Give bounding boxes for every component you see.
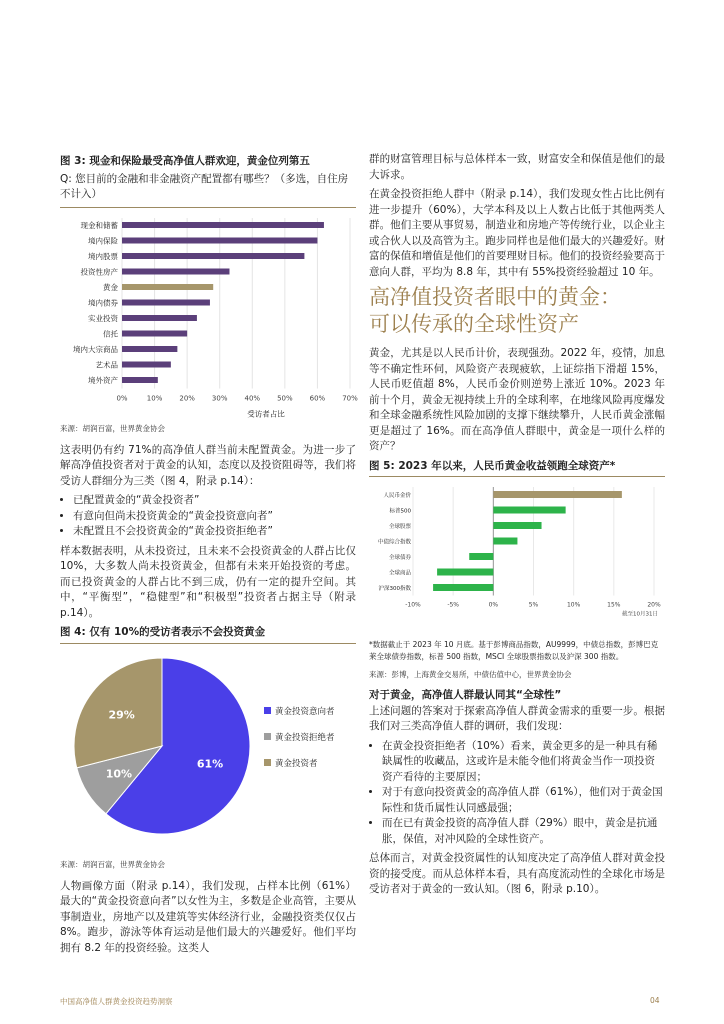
bar <box>437 569 493 576</box>
figure-3-question: Q: 您目前的金融和非金融资产配置都有哪些？（多选，自住房不计入） <box>60 172 349 200</box>
legend-label: 黄金投资意向者 <box>275 706 335 717</box>
figure-3-source: 来源：胡润百富，世界黄金协会 <box>60 424 165 433</box>
tick-label: 5% <box>528 601 539 609</box>
category-label: 实业投资 <box>88 313 118 323</box>
bar <box>122 346 177 352</box>
slice-value-label: 61% <box>196 756 224 770</box>
tick-label: 70% <box>342 394 358 402</box>
chart-note: 截至10月31日 <box>622 611 658 618</box>
bar <box>493 507 565 514</box>
page-number: 04 <box>650 996 660 1005</box>
category-label: 境内债券 <box>88 298 118 307</box>
figure-3-title: 图 3: 现金和保险最受高净值人群欢迎，黄金位列第五 <box>60 155 310 167</box>
tick-label: 0% <box>488 601 499 609</box>
tick-label: 20% <box>179 394 195 402</box>
bar <box>122 284 213 290</box>
category-label: 境外资产 <box>88 375 118 385</box>
category-label: 信托 <box>103 329 118 338</box>
tick-label: -10% <box>405 601 421 609</box>
bar <box>469 553 493 560</box>
legend-swatch <box>264 759 271 766</box>
bar <box>122 253 304 259</box>
legend-label: 黄金投资拒绝者 <box>275 732 335 743</box>
category-label: 中债综合指数 <box>377 539 411 546</box>
divider <box>60 643 356 644</box>
category-label: 投资性房产 <box>80 267 118 276</box>
paragraph-1: 这表明仍有约 71%的高净值人群当前未配置黄金。为进一步了解高净值投资者对于黄金的认知，态度以及投资阻碍等，我们将受访人群细分为三类（图 4，附录 p.14）： <box>60 443 356 487</box>
tick-label: 40% <box>244 394 261 402</box>
category-label: 境内大宗商品 <box>73 344 118 354</box>
bar <box>122 237 317 243</box>
section-title-line-2: 可以传承的全球性资产 <box>369 312 579 336</box>
legend-swatch <box>264 733 271 740</box>
paragraph-2: 样本数据表明，从未投资过，且未来不会投资黄金的人群占比仅 10%，大多数人尚未投资黄金，但都有未来开始投资的考虑。而已投资黄金的人群占比不到三成，仍有一定的提升空间。其中，“平衡型”，“稳健型”和“积极型”投资者占据主导（附录 p.14）。 <box>60 544 356 619</box>
figure-4-source: 来源：胡润百富，世界黄金协会 <box>60 860 165 869</box>
list-item: • 未配置且不会投资黄金的“黄金投资拒绝者” <box>73 524 356 540</box>
tick-label: 15% <box>607 601 621 609</box>
list-item: • 有意向但尚未投资黄金的“黄金投资意向者” <box>73 509 356 525</box>
bar <box>122 299 210 305</box>
category-label: 人民币金价 <box>383 493 411 499</box>
section-title-line-1: 高净值投资者眼中的黄金： <box>369 285 621 309</box>
tick-label: 10% <box>566 601 581 609</box>
tick-label: 60% <box>309 394 326 402</box>
bar <box>493 491 622 498</box>
category-label: 现金和储蓄 <box>80 220 118 230</box>
findings-list <box>369 739 665 848</box>
axis-title: 受访者占比 <box>247 409 285 418</box>
left-column <box>60 154 356 960</box>
paragraph-rejecters: 在黄金投资拒绝人群中（附录 p.14），我们发现女性占比比例有进一步提升（60%），大学本科及以上人数占比低于其他两类人群。他们主要从事贸易，制造业和房地产等传统行业，以企业主或合伙人以及高管为主。跑步同样也是他们最大的兴趣爱好。财富的保值和增值是他们的首要理财目标。他们的投资经验要高于意向人群，平均为 8.8 年，其中有 55%投资经验超过 10 年。 <box>369 188 665 278</box>
category-label: 境内股票 <box>88 251 118 261</box>
footer-title: 中国高净值人群黄金投资趋势洞察 <box>60 997 173 1006</box>
category-label: 全球股票 <box>388 524 411 530</box>
category-label: 艺术品 <box>95 360 118 369</box>
list-item: • 对于有意向投资黄金的高净值人群（61%），他们对于黄金国际性和货币属性认同感最强； <box>382 785 665 816</box>
tick-label: 20% <box>647 601 661 609</box>
category-label: 全球商品 <box>388 570 411 577</box>
paragraph-continued: 群的财富管理目标与总体样本一致，财富安全和保值是他们的最大诉求。 <box>369 153 665 181</box>
slice-value-label: 29% <box>108 708 135 722</box>
list-item: • 在黄金投资拒绝者（10%）看来，黄金更多的是一种具有稀缺属性的收藏品，这或许是未能令他们将黄金当作一项投资资产看待的主要原因； <box>382 739 665 786</box>
bar <box>122 315 197 321</box>
tick-label: -5% <box>447 601 460 609</box>
list-item: • 已配置黄金的“黄金投资者” <box>73 493 356 509</box>
right-column <box>369 152 665 902</box>
paragraph-findings-intro: 上述问题的答案对于探索高净值人群黄金需求的重要一步。根据我们对三类高净值人群的调研，我们发现： <box>369 704 665 732</box>
section-title <box>369 284 665 338</box>
bar <box>122 222 324 228</box>
tick-label: 30% <box>211 394 228 402</box>
bar <box>122 330 187 336</box>
divider <box>369 476 665 477</box>
figure-3-bar-chart <box>60 212 358 418</box>
category-label: 标普500 <box>389 508 411 515</box>
legend-label: 黄金投资者 <box>275 758 318 769</box>
divider <box>60 207 356 208</box>
bar <box>493 538 517 545</box>
paragraph-3: 人物画像方面（附录 p.14），我们发现，占样本比例（61%）最大的“黄金投资意向者”以女性为主，多数是企业高管，主要从事制造业，房地产以及建筑等实体经济行业，金融投资类仅仅占 8%。跑步，游泳等体育运动是他们最大的兴趣爱好。他们平均拥有 8.2 年的投资经验。这类人 <box>60 879 356 954</box>
tick-label: 50% <box>277 394 293 402</box>
figure-4-title: 图 4: 仅有 10%的受访者表示不会投资黄金 <box>60 626 266 638</box>
paragraph-conclusion: 总体而言，对黄金投资属性的认知度决定了高净值人群对黄金投资的接受度。而从总体样本看，具有高度流动性的全球化市场是受访者对于黄金的一致认知。（图 6，附录 p.10）。 <box>369 852 665 895</box>
bar <box>493 522 541 529</box>
bar <box>122 361 171 367</box>
list-item: • 而在已有黄金投资的高净值人群（29%）眼中，黄金是抗通胀，保值，对冲风险的全球性资产。 <box>382 816 665 847</box>
figure-5-title: 图 5: 2023 年以来，人民币黄金收益领跑全球资产* <box>369 459 616 472</box>
figure-5-source: 来源：彭博，上海黄金交易所，中债估值中心，世界黄金协会 <box>369 669 572 679</box>
figure-4-pie-chart <box>60 648 356 848</box>
investor-types-list <box>60 493 356 540</box>
paragraph-gold-performance: 黄金，尤其是以人民币计价，表现强劲。2022 年，疫情，加息等不确定性环伺，风险资产表现疲软，上证综指下滑超 15%，人民币贬值超 8%，人民币金价则逆势上涨近 10%。2023 年前十个月，黄金无视持续上升的全球利率，在地缘风险再度爆发和全球金融系统性风险加剧的支撑下继续攀升，人民币黄金涨幅更是超过了 16%。而在高净值人群眼中，黄金是一项什么样的资产？ <box>369 347 665 452</box>
bar <box>122 268 229 274</box>
category-label: 境内保险 <box>88 236 118 245</box>
tick-label: 0% <box>116 394 128 402</box>
figure-5-bar-chart <box>369 481 665 631</box>
category-label: 沪深300指数 <box>378 586 411 592</box>
bar <box>433 584 493 591</box>
bar <box>122 377 158 383</box>
legend-swatch <box>264 707 271 714</box>
tick-label: 10% <box>146 394 163 402</box>
category-label: 全球债券 <box>388 555 411 561</box>
category-label: 黄金 <box>103 282 118 292</box>
slice-value-label: 10% <box>105 766 133 780</box>
figure-5-footnote: *数据截止于 2023 年 10 月底。基于彭博商品指数，AU9999，中债总指数，彭博巴克莱全球债券指数，标普 500 指数，MSCI 全球股票指数以及沪深 300 指数。 <box>369 639 659 661</box>
subheading-global: 对于黄金，高净值人群最认同其“全球性” <box>369 689 562 701</box>
